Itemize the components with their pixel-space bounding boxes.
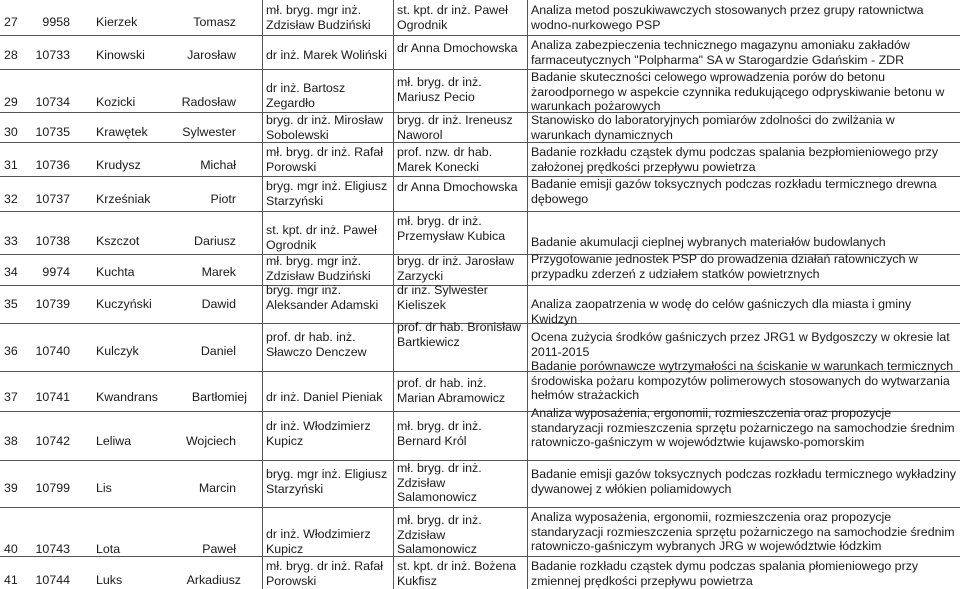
row-number: 38 <box>4 434 18 448</box>
student-surname: Kinowski <box>96 48 145 62</box>
album-number: 10734 <box>35 95 70 109</box>
student-first-name: Dariusz <box>194 234 236 248</box>
supervisor: dr inż. Bartosz Zegardło <box>266 81 346 110</box>
row-border <box>0 211 960 212</box>
thesis-topic: Badanie skuteczności celowego wprowadzenia porów do betonu żaroodpornego w aspekcie czynnika redukującego odpryskiwanie betonu w warunkach pożarowych <box>531 70 945 113</box>
student-first-name: Sylwester <box>182 125 236 139</box>
thesis-topic: Analiza metod poszukiwawczych stosowanych przez grupy ratownictwa wodno-nurkowego PSP <box>531 3 924 32</box>
supervisor: bryg. mgr inż. Aleksander Adamski <box>266 283 379 312</box>
student-surname: Kszczot <box>96 234 140 248</box>
album-number: 10799 <box>35 481 70 495</box>
row-number: 35 <box>4 297 18 311</box>
supervisor: mł. bryg. dr inż. Rafał Porowski <box>266 145 384 174</box>
student-surname: Krawętek <box>96 125 148 139</box>
reviewer: dr Anna Dmochowska <box>397 41 518 55</box>
thesis-topic: Badanie porównawcze wytrzymałości na ściskanie w warunkach termicznych środowiska pożaru kompozytów polimerowych stosowanych do wytwarzania hełmów strażackich <box>531 359 954 402</box>
supervisor: bryg. dr inż. Mirosław Sobolewski <box>266 113 384 142</box>
supervisor: dr inż. Włodzimierz Kupicz <box>266 527 371 556</box>
reviewer: st. kpt. dr inż. Paweł Ogrodnik <box>397 3 508 32</box>
student-first-name: Paweł <box>202 542 236 556</box>
student-surname: Krudysz <box>96 158 141 172</box>
student-first-name: Jarosław <box>187 48 236 62</box>
student-surname: Kozicki <box>96 95 136 109</box>
thesis-topic: Badanie emisji gazów toksycznych podczas rozkładu termicznego drewna dębowego <box>531 177 937 206</box>
thesis-topic: Badanie akumulacji cieplnej wybranych materiałów budowlanych <box>531 235 886 249</box>
row-number: 28 <box>4 48 18 62</box>
reviewer: mł. bryg. dr inż. Mariusz Pecio <box>397 75 482 104</box>
student-surname: Lis <box>96 481 112 495</box>
thesis-topic: Badanie rozkładu cząstek dymu podczas spalania bezpłomieniowego przy założonej prędkości przepływu powietrza <box>531 145 939 174</box>
reviewer: prof. dr hab. Bronisław Bartkiewicz <box>397 320 521 349</box>
column-border <box>262 0 263 589</box>
row-number: 34 <box>4 265 18 279</box>
album-number: 10733 <box>35 48 70 62</box>
row-border <box>0 35 960 36</box>
student-surname: Kierzek <box>96 15 138 29</box>
thesis-topic: Ocena zużycia środków gaśniczych przez JRG1 w Bydgoszczy w okresie lat 2011-2015 <box>531 330 950 359</box>
thesis-topic: Badanie rozkładu cząstek dymu podczas spalania płomieniowego przy zmiennej prędkości przepływu powietrza <box>531 559 919 588</box>
reviewer: mł. bryg. dr inż. Bernard Król <box>397 419 482 448</box>
thesis-topic: Stanowisko do laboratoryjnych pomiarów zdolności do zwilżania w warunkach dynamicznych <box>531 113 895 142</box>
student-first-name: Piotr <box>210 192 236 206</box>
supervisor: dr inż. Daniel Pieniak <box>266 390 383 404</box>
student-surname: Kwandrans <box>96 390 158 404</box>
album-number: 10741 <box>35 390 70 404</box>
album-number: 10739 <box>35 297 70 311</box>
row-number: 30 <box>4 125 18 139</box>
student-first-name: Wojciech <box>185 434 236 448</box>
supervisor: mł. bryg. mgr inż. Zdzisław Budziński <box>266 3 371 32</box>
supervisor: bryg. mgr inż. Eligiusz Starzyński <box>266 179 388 208</box>
supervisor: mł. bryg. dr inż. Rafał Porowski <box>266 559 384 588</box>
column-border <box>393 0 394 589</box>
row-number: 36 <box>4 344 18 358</box>
student-first-name: Bartłomiej <box>191 390 247 404</box>
thesis-topic: Analiza wyposażenia, ergonomii, rozmieszczenia oraz propozycje standaryzacji rozmieszczenia sprzętu pożarniczego na samochodzie średnim ratowniczo-gaśniczym wybranych JRG w województwie łódzkim <box>531 510 955 553</box>
student-surname: Kuchta <box>96 265 135 279</box>
supervisor: bryg. mgr inż. Eligiusz Starzyński <box>266 467 388 496</box>
album-number: 10738 <box>35 234 70 248</box>
student-surname: Leliwa <box>96 434 132 448</box>
album-number: 9958 <box>42 15 70 29</box>
student-first-name: Dawid <box>201 297 236 311</box>
row-number: 41 <box>4 573 18 587</box>
row-number: 27 <box>4 15 18 29</box>
student-first-name: Tomasz <box>193 15 236 29</box>
reviewer: prof. nzw. dr hab. Marek Konecki <box>397 145 493 174</box>
student-surname: Kuczyński <box>96 297 152 311</box>
row-border <box>0 507 960 508</box>
reviewer: bryg. dr inż. Jarosław Zarzycki <box>397 254 515 283</box>
thesis-topic: Badanie emisji gazów toksycznych podczas rozkładu termicznego wykładziny dywanowej z włókien poliamidowych <box>531 467 956 496</box>
album-number: 10736 <box>35 158 70 172</box>
student-first-name: Radosław <box>181 95 236 109</box>
album-number: 9974 <box>42 265 70 279</box>
row-number: 32 <box>4 192 18 206</box>
reviewer: dr Anna Dmochowska <box>397 180 518 194</box>
thesis-topic: Analiza zabezpieczenia technicznego magazynu amoniaku zakładów farmaceutycznych "Polpharma" SA w Starogardzie Gdańskim - ZDR <box>531 38 910 67</box>
student-surname: Kulczyk <box>96 344 139 358</box>
reviewer: mł. bryg. dr inż. Przemysław Kubica <box>397 214 506 243</box>
row-number: 33 <box>4 234 18 248</box>
row-number: 39 <box>4 481 18 495</box>
supervisor: prof. dr hab. inż. Sławczo Denczew <box>266 330 367 359</box>
thesis-topic: Analiza zaopatrzenia w wodę do celów gaśniczych dla miasta i gminy Kwidzyn <box>531 297 912 326</box>
thesis-topic: Przygotowanie jednostek PSP do prowadzenia działań ratowniczych w przypadku zderzeń z udziałem statków powietrznych <box>531 252 918 281</box>
supervisor: dr inż. Marek Woliński <box>266 48 387 62</box>
student-first-name: Marcin <box>198 481 236 495</box>
student-first-name: Marek <box>201 265 236 279</box>
reviewer: mł. bryg. dr inż. Zdzisław Salamonowicz <box>397 513 482 556</box>
supervisor: mł. bryg. mgr inż. Zdzisław Budziński <box>266 254 371 283</box>
reviewer: st. kpt. dr inż. Bożena Kukfisz <box>397 559 517 588</box>
column-border <box>527 0 528 589</box>
reviewer: mł. bryg. dr inż. Zdzisław Salamonowicz <box>397 461 482 504</box>
album-number: 10744 <box>35 573 70 587</box>
album-number: 10737 <box>35 192 70 206</box>
supervisor: dr inż. Włodzimierz Kupicz <box>266 419 371 448</box>
album-number: 10743 <box>35 542 70 556</box>
album-number: 10740 <box>35 344 70 358</box>
student-first-name: Daniel <box>200 344 236 358</box>
student-surname: Luks <box>96 573 123 587</box>
student-first-name: Michał <box>200 158 236 172</box>
row-number: 31 <box>4 158 18 172</box>
row-border <box>0 142 960 143</box>
supervisor: st. kpt. dr inż. Paweł Ogrodnik <box>266 223 377 252</box>
student-surname: Lota <box>96 542 121 556</box>
album-number: 10735 <box>35 125 70 139</box>
row-number: 40 <box>4 542 18 556</box>
row-number: 37 <box>4 390 18 404</box>
row-number: 29 <box>4 95 18 109</box>
reviewer: bryg. dr inż. Ireneusz Naworol <box>397 113 513 142</box>
student-first-name: Arkadiusz <box>186 573 241 587</box>
reviewer: prof. dr hab. inż. Marian Abramowicz <box>397 376 506 405</box>
thesis-topic: Analiza wyposażenia, ergonomii, rozmieszczenia oraz propozycje standaryzacji rozmieszczenia sprzętu pożarniczego na samochodzie średnim ratowniczo-gaśniczym w województwie kujawsko-pomorskim <box>531 406 955 449</box>
album-number: 10742 <box>35 434 70 448</box>
reviewer: dr inż. Sylwester Kieliszek <box>397 283 488 312</box>
student-surname: Krześniak <box>96 192 151 206</box>
